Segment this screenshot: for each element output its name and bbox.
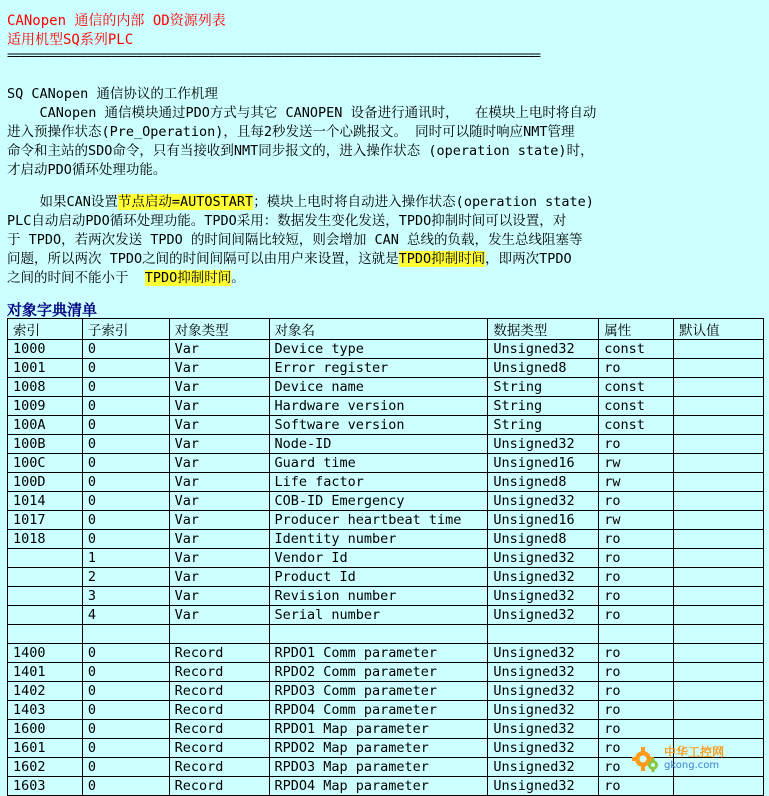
cell-subindex: 4 [82, 606, 169, 625]
cell-attribute: const [599, 378, 674, 397]
cell-data-type: Unsigned32 [488, 549, 599, 568]
autostart-line1-post: ；模块上电时将自动进入操作状态(operation state) [253, 194, 594, 210]
cell-index: 1402 [8, 682, 83, 701]
cell-attribute: ro [599, 682, 674, 701]
cell-subindex: 0 [82, 340, 169, 359]
cell-object-type: Record [169, 701, 269, 720]
cell-object-name: RPDO1 Map parameter [269, 720, 488, 739]
cell-object-name: RPDO1 Comm parameter [269, 644, 488, 663]
cell-attribute: ro [599, 663, 674, 682]
cell-object-name: Error register [269, 359, 488, 378]
watermark-cn: 中华工控网 [664, 745, 725, 759]
separator-line: ======================================================================================= [7, 48, 540, 62]
cell-subindex: 0 [82, 739, 169, 758]
cell-subindex: 0 [82, 359, 169, 378]
table-row [8, 625, 764, 644]
intro-heading: SQ CANopen 通信协议的工作机理 [7, 86, 218, 102]
table-row [8, 397, 764, 416]
cell-subindex: 0 [82, 416, 169, 435]
cell-index: 1400 [8, 644, 83, 663]
cell-default [674, 720, 764, 739]
cell-index: 1603 [8, 777, 83, 796]
table-row [8, 701, 764, 720]
cell-index: 1008 [8, 378, 83, 397]
cell-default [674, 473, 764, 492]
intro-line-1: CANopen 通信模块通过PDO方式与其它 CANOPEN 设备进行通讯时， 在模块上电时将自动 [7, 105, 597, 121]
cell-data-type: Unsigned32 [488, 777, 599, 796]
doc-title-line1: CANopen 通信的内部 OD资源列表 [7, 13, 226, 29]
cell-object-type: Record [169, 739, 269, 758]
cell-data-type: Unsigned32 [488, 606, 599, 625]
cell-default [674, 587, 764, 606]
cell-attribute: const [599, 340, 674, 359]
table-row [8, 663, 764, 682]
cell-object-type: Record [169, 758, 269, 777]
cell-object-name: Revision number [269, 587, 488, 606]
cell-object-type: Var [169, 511, 269, 530]
cell-default [674, 378, 764, 397]
cell-attribute: ro [599, 701, 674, 720]
table-row [8, 530, 764, 549]
cell-object-name: Device name [269, 378, 488, 397]
table-row [8, 587, 764, 606]
cell-object-type: Var [169, 340, 269, 359]
table-row [8, 492, 764, 511]
cell-attribute: rw [599, 454, 674, 473]
cell-attribute: ro [599, 568, 674, 587]
cell-object-type: Var [169, 435, 269, 454]
cell-default [674, 701, 764, 720]
cell-data-type [488, 625, 599, 644]
table-row [8, 682, 764, 701]
cell-subindex: 0 [82, 701, 169, 720]
cell-data-type: Unsigned32 [488, 644, 599, 663]
cell-data-type: Unsigned32 [488, 682, 599, 701]
column-header-index: 索引 [8, 319, 83, 340]
cell-attribute [599, 625, 674, 644]
cell-attribute: ro [599, 777, 674, 796]
cell-index: 1401 [8, 663, 83, 682]
autostart-line4-pre: 问题，所以两次 TPDO之间的时间间隔可以由用户来设置，这就是 [7, 251, 399, 267]
cell-object-type: Var [169, 416, 269, 435]
cell-index: 100A [8, 416, 83, 435]
cell-object-type: Record [169, 644, 269, 663]
cell-index [8, 568, 83, 587]
cell-data-type: Unsigned32 [488, 758, 599, 777]
table-row [8, 435, 764, 454]
cell-data-type: Unsigned8 [488, 359, 599, 378]
cell-object-type: Var [169, 606, 269, 625]
autostart-line5-post: 。 [231, 270, 245, 286]
table-row [8, 777, 764, 796]
cell-object-name: COB-ID Emergency [269, 492, 488, 511]
cell-data-type: Unsigned32 [488, 340, 599, 359]
table-row [8, 644, 764, 663]
cell-object-name: Hardware version [269, 397, 488, 416]
cell-subindex: 0 [82, 682, 169, 701]
cell-object-type: Var [169, 587, 269, 606]
cell-object-name: Identity number [269, 530, 488, 549]
autostart-line1-pre: 如果CAN设置 [7, 194, 118, 210]
cell-object-name: RPDO4 Comm parameter [269, 701, 488, 720]
cell-data-type: Unsigned32 [488, 492, 599, 511]
cell-object-name: Vendor Id [269, 549, 488, 568]
cell-default [674, 492, 764, 511]
cell-attribute: ro [599, 359, 674, 378]
cell-object-name: RPDO2 Map parameter [269, 739, 488, 758]
cell-index: 100D [8, 473, 83, 492]
intro-line-2: 进入预操作状态(Pre_Operation)，且每2秒发送一个心跳报文。 同时可以随时响应NMT管理 [7, 124, 575, 140]
cell-data-type: Unsigned32 [488, 435, 599, 454]
table-row [8, 549, 764, 568]
autostart-line3: 于 TPDO，若两次发送 TPDO 的时间间隔比较短，则会增加 CAN 总线的负载，发生总线阻塞等 [7, 232, 583, 248]
column-header-subindex: 子索引 [82, 319, 169, 340]
cell-index [8, 549, 83, 568]
cell-object-name: Guard time [269, 454, 488, 473]
cell-default [674, 511, 764, 530]
cell-index: 1018 [8, 530, 83, 549]
cell-attribute: const [599, 397, 674, 416]
cell-object-type: Var [169, 530, 269, 549]
cell-data-type: String [488, 416, 599, 435]
cell-object-name: Node-ID [269, 435, 488, 454]
cell-index: 1000 [8, 340, 83, 359]
table-row [8, 378, 764, 397]
autostart-line5-pre: 之间的时间不能小于 [7, 270, 145, 286]
cell-data-type: Unsigned32 [488, 568, 599, 587]
cell-index: 1602 [8, 758, 83, 777]
cell-object-name: RPDO4 Map parameter [269, 777, 488, 796]
cell-subindex: 0 [82, 454, 169, 473]
cell-attribute: ro [599, 739, 674, 758]
gear-logo-icon [632, 745, 660, 773]
column-header-default: 默认值 [674, 319, 764, 340]
cell-object-type: Var [169, 549, 269, 568]
column-header-attribute: 属性 [599, 319, 674, 340]
tpdo-inhibit-highlight-2: TPDO抑制时间 [144, 270, 232, 286]
column-header-object-name: 对象名 [269, 319, 488, 340]
table-row [8, 511, 764, 530]
cell-subindex: 0 [82, 397, 169, 416]
cell-index: 100C [8, 454, 83, 473]
cell-index: 1009 [8, 397, 83, 416]
cell-default [674, 454, 764, 473]
cell-default [674, 340, 764, 359]
cell-default [674, 625, 764, 644]
tpdo-inhibit-highlight-1: TPDO抑制时间 [398, 251, 486, 267]
cell-index: 1600 [8, 720, 83, 739]
cell-subindex: 1 [82, 549, 169, 568]
cell-attribute: rw [599, 511, 674, 530]
cell-attribute: ro [599, 530, 674, 549]
cell-object-type: Var [169, 454, 269, 473]
cell-data-type: Unsigned8 [488, 530, 599, 549]
cell-index: 1001 [8, 359, 83, 378]
cell-subindex: 0 [82, 663, 169, 682]
cell-index: 1017 [8, 511, 83, 530]
cell-subindex: 0 [82, 777, 169, 796]
doc-title-line2: 适用机型SQ系列PLC [7, 32, 134, 48]
cell-attribute: ro [599, 549, 674, 568]
cell-object-type: Var [169, 492, 269, 511]
cell-object-type: Var [169, 568, 269, 587]
cell-data-type: Unsigned8 [488, 473, 599, 492]
autostart-highlight: 节点启动=AUTOSTART [117, 194, 254, 210]
cell-data-type: Unsigned32 [488, 663, 599, 682]
cell-data-type: String [488, 378, 599, 397]
cell-subindex: 0 [82, 758, 169, 777]
cell-attribute: ro [599, 606, 674, 625]
intro-line-3: 命令和主站的SDO命令，只有当接收到NMT同步报文的，进入操作状态 (operation state)时， [7, 143, 594, 159]
cell-attribute: rw [599, 473, 674, 492]
cell-default [674, 682, 764, 701]
cell-subindex: 0 [82, 435, 169, 454]
cell-attribute: ro [599, 758, 674, 777]
cell-data-type: String [488, 397, 599, 416]
cell-object-type: Record [169, 663, 269, 682]
cell-object-name: Serial number [269, 606, 488, 625]
cell-default [674, 644, 764, 663]
table-header-row [8, 319, 764, 340]
cell-default [674, 549, 764, 568]
cell-default [674, 435, 764, 454]
cell-subindex: 0 [82, 378, 169, 397]
column-header-object-type: 对象类型 [169, 319, 269, 340]
cell-index: 1014 [8, 492, 83, 511]
cell-object-type: Var [169, 378, 269, 397]
cell-data-type: Unsigned16 [488, 454, 599, 473]
cell-object-type: Record [169, 777, 269, 796]
object-dictionary-table [7, 318, 764, 796]
table-row [8, 568, 764, 587]
cell-data-type: Unsigned32 [488, 720, 599, 739]
cell-attribute: ro [599, 644, 674, 663]
intro-line-4: 才启动PDO循环处理功能。 [7, 162, 167, 178]
cell-default [674, 359, 764, 378]
watermark-logo [632, 742, 762, 776]
cell-object-name: RPDO3 Map parameter [269, 758, 488, 777]
cell-index [8, 587, 83, 606]
table-row [8, 454, 764, 473]
cell-default [674, 530, 764, 549]
cell-object-type: Var [169, 359, 269, 378]
cell-object-type: Record [169, 682, 269, 701]
table-row [8, 359, 764, 378]
cell-subindex [82, 625, 169, 644]
cell-index: 1403 [8, 701, 83, 720]
cell-subindex: 2 [82, 568, 169, 587]
cell-object-name: RPDO3 Comm parameter [269, 682, 488, 701]
table-row [8, 416, 764, 435]
cell-object-name: Producer heartbeat time [269, 511, 488, 530]
cell-subindex: 0 [82, 530, 169, 549]
cell-subindex: 0 [82, 720, 169, 739]
cell-object-type: Var [169, 473, 269, 492]
autostart-line4-post: ，即两次TPDO [485, 251, 572, 267]
cell-object-name: Product Id [269, 568, 488, 587]
cell-object-type [169, 625, 269, 644]
watermark-en: gkong.com [664, 760, 720, 771]
cell-default [674, 777, 764, 796]
cell-default [674, 397, 764, 416]
cell-attribute: ro [599, 435, 674, 454]
cell-object-type: Var [169, 397, 269, 416]
cell-data-type: Unsigned32 [488, 701, 599, 720]
autostart-line2: PLC自动启动PDO循环处理功能。TPDO采用：数据发生变化发送，TPDO抑制时间可以设置，对 [7, 213, 567, 229]
cell-attribute: ro [599, 720, 674, 739]
cell-index [8, 606, 83, 625]
cell-object-name: Life factor [269, 473, 488, 492]
autostart-paragraph [7, 193, 594, 288]
cell-attribute: const [599, 416, 674, 435]
cell-object-name: RPDO2 Comm parameter [269, 663, 488, 682]
cell-object-type: Record [169, 720, 269, 739]
cell-default [674, 416, 764, 435]
cell-subindex: 0 [82, 511, 169, 530]
table-row [8, 340, 764, 359]
cell-default [674, 663, 764, 682]
cell-default [674, 568, 764, 587]
cell-data-type: Unsigned32 [488, 587, 599, 606]
cell-subindex: 0 [82, 492, 169, 511]
table-row [8, 720, 764, 739]
column-header-data-type: 数据类型 [488, 319, 599, 340]
intro-paragraph [7, 85, 596, 180]
cell-subindex: 3 [82, 587, 169, 606]
cell-object-name: Software version [269, 416, 488, 435]
cell-index [8, 625, 83, 644]
cell-attribute: ro [599, 587, 674, 606]
table-row [8, 473, 764, 492]
cell-subindex: 0 [82, 644, 169, 663]
section-title: 对象字典清单 [7, 301, 98, 319]
cell-subindex: 0 [82, 473, 169, 492]
cell-object-name [269, 625, 488, 644]
table-row [8, 606, 764, 625]
cell-data-type: Unsigned16 [488, 511, 599, 530]
cell-data-type: Unsigned32 [488, 739, 599, 758]
cell-default [674, 606, 764, 625]
cell-index: 1601 [8, 739, 83, 758]
cell-attribute: ro [599, 492, 674, 511]
cell-index: 100B [8, 435, 83, 454]
cell-object-name: Device type [269, 340, 488, 359]
